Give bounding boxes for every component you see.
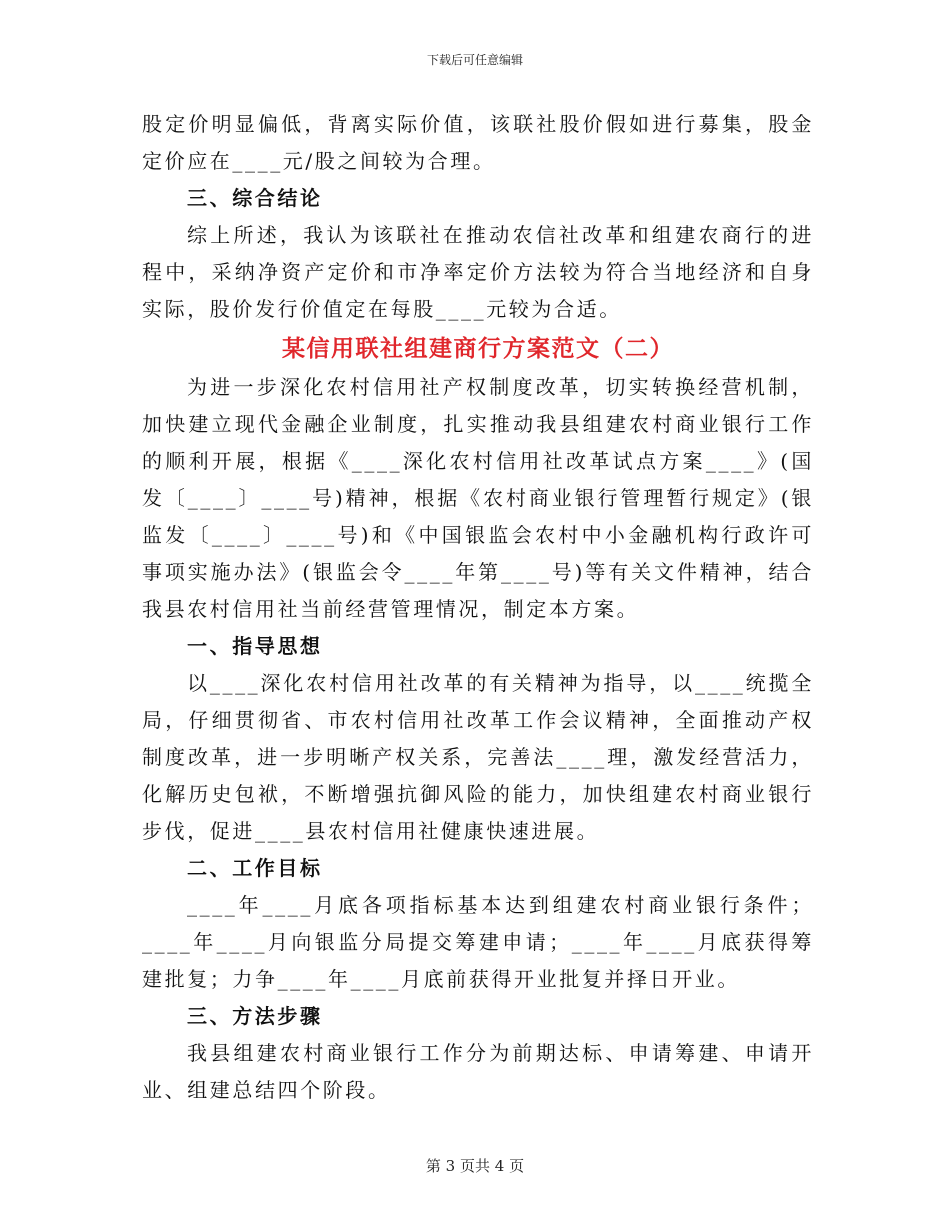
page-header: 下载后可任意编辑	[426, 53, 523, 67]
document-title: 某信用联社组建商行方案范文（二）	[282, 336, 674, 362]
paragraph-work-goals: ____年____月底各项指标基本达到组建农村商业银行条件；____年____月向银监分局提交筹建申请；____年____月底获得筹建批复；力争____年____月底前获得开业批复并择日开业。	[142, 893, 814, 991]
paragraph-conclusion: 综上所述，我认为该联社在推动农信社改革和组建农商行的进程中，采纳净资产定价和市净率定价方法较为符合当地经济和自身实际，股价发行价值定在每股____元较为合适。	[142, 223, 814, 321]
heading-conclusion: 三、综合结论	[187, 186, 323, 210]
paragraph-methods-steps: 我县组建农村商业银行工作分为前期达标、申请筹建、申请开业、组建总结四个阶段。	[142, 1041, 814, 1102]
paragraph-share-pricing: 股定价明显偏低，背离实际价值，该联社股价假如进行募集，股金定价应在____元/股之间较为合理。	[142, 112, 814, 173]
heading-methods-steps: 三、方法步骤	[187, 1004, 323, 1028]
heading-work-goals: 二、工作目标	[187, 856, 323, 880]
paragraph-guiding-ideology: 以____深化农村信用社改革的有关精神为指导，以____统揽全局，仔细贯彻省、市农村信用社改革工作会议精神，全面推动产权制度改革，进一步明晰产权关系，完善法____理，激发经营活力，化解历史包袱，不断增强抗御风险的能力，加快组建农村商业银行步伐，促进____县农村信用社健康快速进展。	[142, 671, 814, 843]
page-footer: 第 3 页共 4 页	[425, 1157, 525, 1175]
document-body	[142, 106, 814, 1109]
paragraph-intro: 为进一步深化农村信用社产权制度改革，切实转换经营机制，加快建立现代金融企业制度，扎实推动我县组建农村商业银行工作的顺利开展，根据《____深化农村信用社改革试点方案____》(国发〔____〕____号)精神，根据《农村商业银行管理暂行规定》(银监发〔____〕____号)和《中国银监会农村中小金融机构行政许可事项实施办法》(银监会令____年第____号)等有关文件精神，结合我县农村信用社当前经营管理情况，制定本方案。	[142, 375, 814, 621]
heading-guiding-ideology: 一、指导思想	[187, 634, 323, 658]
